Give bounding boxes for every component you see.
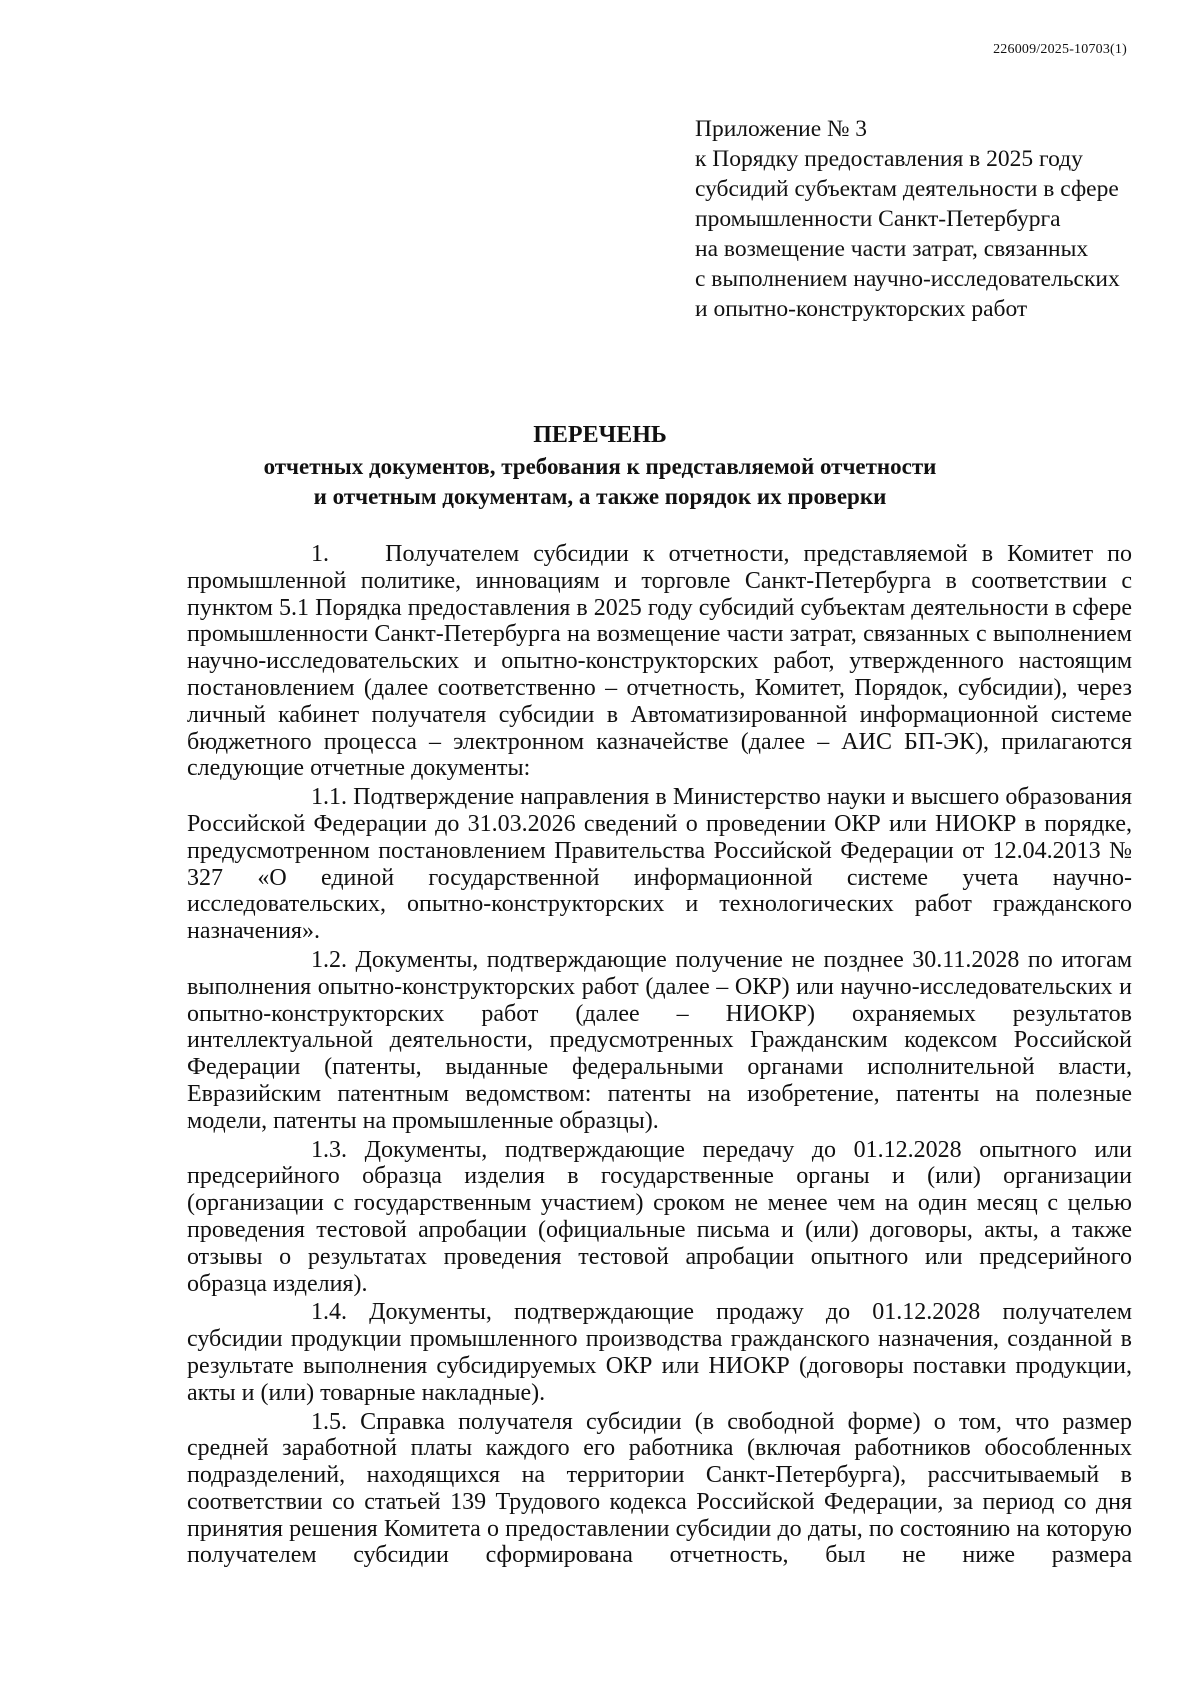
paragraph-number: 1.5. [311,1408,347,1435]
appendix-line: промышленности Санкт-Петербурга [695,206,1061,232]
paragraph-text: Документы, подтверждающие продажу до 01.12.2028 получателем субсидии продукции промышленного производства гражданского назначения, созданной в результате выполнения субсидируемых ОКР или НИОКР (договоры поставки продукции, акты и (или) товарные накладные). [187,1299,1133,1406]
document-title [0,420,1200,512]
paragraph-1 [187,541,1132,782]
title-subline: отчетных документов, требования к представляемой отчетности [263,454,937,479]
document-body [187,541,1132,1569]
appendix-line: на возмещение части затрат, связанных [695,236,1089,262]
appendix-heading [695,114,1120,324]
paragraph-number: 1.4. [311,1299,347,1326]
title-main: ПЕРЕЧЕНЬ [533,422,667,448]
paragraph-text: Получателем субсидии к отчетности, представляемой в Комитет по промышленной политике, инновациям и торговле Санкт-Петербурга в соответствии с пунктом 5.1 Порядка предоставления в 2025 году субсидий субъектам деятельности в сфере промышленности Санкт-Петербурга на возмещение части затрат, связанных с выполнением научно-исследовательских и опытно-конструкторских работ, утвержденного настоящим постановлением (далее соответственно – отчетность, Комитет, Порядок, субсидии), через личный кабинет получателя субсидии в Автоматизированной информационной системе бюджетного процесса – электронном казначействе (далее – АИС БП-ЭК), прилагаются следующие отчетные документы: [187,541,1132,782]
paragraph-1-5 [187,1409,1132,1570]
paragraph-text: Подтверждение направления в Министерство науки и высшего образования Российской Федерации до 31.03.2026 сведений о проведении ОКР или НИОКР в порядке, предусмотренном постановлением Правительства Российской Федерации от 12.04.2013 № 327 «О единой государственной информационной системе учета научно-исследовательских, опытно-конструкторских и технологических работ гражданского назначения». [187,784,1133,945]
paragraph-number: 1. [311,541,329,567]
paragraph-1-4 [187,1299,1132,1406]
appendix-line: Приложение № 3 [695,116,868,142]
paragraph-1-2 [187,947,1132,1135]
appendix-line: субсидий субъектам деятельности в сфере [695,176,1119,202]
paragraph-1-3 [187,1137,1132,1298]
appendix-line: с выполнением научно-исследовательских [695,266,1120,292]
paragraph-number: 1.3. [311,1136,347,1163]
paragraph-1-1 [187,784,1132,945]
paragraph-text: Документы, подтверждающие передачу до 01.12.2028 опытного или предсерийного образца изделия в государственные органы и (или) организации (организации с государственным участием) сроком не менее чем на один месяц с целью проведения тестовой апробации (официальные письма и (или) договоры, акты, а также отзывы о результатах проведения тестовой апробации опытного или предсерийного образца изделия). [187,1136,1132,1297]
document-registration-number: 226009/2025-10703(1) [993,42,1127,57]
paragraph-text: Справка получателя субсидии (в свободной форме) о том, что размер средней заработной платы каждого его работника (включая работников обособленных подразделений, находящихся на территории Санкт-Петербурга), рассчитываемый в соответствии со статьей 139 Трудового кодекса Российской Федерации, за период со дня принятия решения Комитета о предоставлении субсидии до даты, по состоянию на которую получателем субсидии сформирована отчетность, был не ниже размера [187,1408,1133,1569]
appendix-line: к Порядку предоставления в 2025 году [695,146,1083,172]
paragraph-number: 1.1. [311,784,347,811]
appendix-line: и опытно-конструкторских работ [695,296,1028,322]
title-subline: и отчетным документам, а также порядок их проверки [313,484,887,509]
paragraph-number: 1.2. [311,946,347,973]
paragraph-text: Документы, подтверждающие получение не позднее 30.11.2028 по итогам выполнения опытно-конструкторских работ (далее – ОКР) или научно-исследовательских и опытно-конструкторских работ (далее – НИОКР) охраняемых результатов интеллектуальной деятельности, предусмотренных Гражданским кодексом Российской Федерации (патенты, выданные федеральными органами исполнительной власти, Евразийским патентным ведомством: патенты на изобретение, патенты на полезные модели, патенты на промышленные образцы). [187,946,1133,1134]
